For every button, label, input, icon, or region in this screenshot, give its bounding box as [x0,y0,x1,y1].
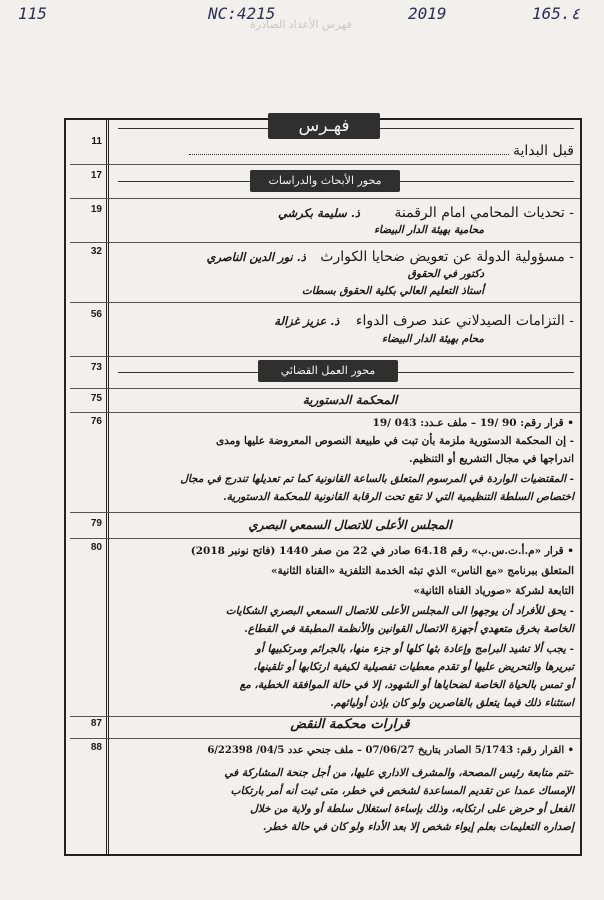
page-number: 32 [90,246,102,257]
decision-1-point: - إن المحكمة الدستورية ملزمة بأن تبت في طبيعة النصوص المعروضة عليها ومدى [215,435,574,447]
entry-title: - مسؤولية الدولة عن تعويض ضحايا الكوارث [320,249,574,265]
handwritten-reference: NC:4215 [208,4,276,23]
entry-title: قبل البداية [513,143,574,159]
page-number: 79 [90,518,102,529]
toc-entry-article-2[interactable] [118,249,574,265]
decision-3-ref[interactable]: • القرار رقم: 5/1743 الصادر بتاريخ 07/06/27 – ملف جنحي عدد 04/5/ 6/22398 [207,745,574,756]
decision-2-point-cont: تبريرها والتحريض عليها أو تقدم معطيات تفصيلية لكيفية ارتكابها أو تلقينها، [253,661,574,673]
decision-1-point-cont: اندراجها في مجال التشريع أو التنظيم. [409,453,574,465]
toc-title: فهـرس [268,113,380,139]
cassation-heading: قرارات محكمة النقض [290,717,410,732]
leader-dots [189,154,509,155]
section-rule [70,738,580,739]
entry-title: - التزامات الصيدلاني عند صرف الدواء [355,313,574,329]
decision-2-ref-cont: المتعلق ببرنامج «مع الناس» الذي تبثه الخدمة التلفزية «القناة الثانية» [270,565,574,577]
entry-author-desc: أستاذ التعليم العالي بكلية الحقوق بسطات [301,285,484,297]
section-rule [70,356,580,357]
decision-1-point-cont: اختصاص السلطة التنظيمية التي لا تقع تحت الرقابة القانونية للمحكمة الدستورية. [223,491,574,503]
section-rule [70,512,580,513]
decision-1-point: - المقتضيات الواردة في المرسوم المتعلق بالساعة القانونية كما تم تعديلها تندرج في مجال [180,473,574,485]
toc-entry-article-1[interactable] [118,205,574,221]
council-heading: المجلس الأعلى للاتصال السمعي البصري [248,518,452,532]
toc-entry-article-3[interactable] [118,313,574,329]
handwritten-page-number: 115 [18,4,47,23]
decision-2-point-cont: أو تمس بالحياة الخاصة لضحاياها أو الشهود، إلا في حالة الموافقة الخطية، مع [239,679,574,691]
section-rule [70,538,580,539]
decision-2-point-cont: استثناء ذلك فيما يتعلق بالقاصرين ولو كان بإذن أوليائهم. [330,697,574,709]
page-number: 17 [90,170,102,181]
decision-3-point-cont: الإمساك عمدا عن تقديم المساعدة لشخص في خطر، متى ثبت أنه أمر بارتكاب [230,785,574,797]
entry-title: - تحديات المحامي امام الرقمنة [394,205,574,221]
decision-1-ref[interactable]: • قرار رقم: 90 /19 – ملف عـدد: 043 /19 [372,417,574,429]
toc-entry-before[interactable] [118,143,574,159]
page-number: 80 [90,542,102,553]
page-number: 56 [90,309,102,320]
entry-author: ذ. عزيز غزالة [274,314,340,328]
page-number: 75 [90,393,102,404]
section-rule [70,198,580,199]
axis-judicial-label: محور العمل القضائي [258,360,398,382]
decision-3-point-cont: إصداره التعليمات بعلم إيواء شخص إلا بعد الأداء ولو كان في حالة خطر. [262,821,574,833]
section-rule [70,164,580,165]
bleed-through-text: فهرس الأعداد الصادرة [250,18,352,31]
decision-2-ref[interactable]: • قرار «م.أ.ت.س.ب» رقم 64.18 صادر في 22 من صفر 1440 (فاتح نونبر 2018) [190,545,574,557]
court-heading: المحكمة الدستورية [302,393,398,407]
entry-author: ذ. نور الدين الناصري [206,250,306,264]
section-rule [70,302,580,303]
entry-author: ذ. سليمة بكرشي [277,206,360,220]
page-number: 87 [90,718,102,729]
section-rule [70,412,580,413]
section-rule [70,242,580,243]
page-number-column [106,118,109,856]
entry-author-desc: محامية بهيئة الدار البيضاء [373,224,484,236]
handwritten-year: 2019 [408,4,447,23]
decision-2-point: - يحق للأفراد أن يوجهوا الى المجلس الأعلى للاتصال السمعي البصري الشكايات [225,605,574,617]
decision-2-point: - يجب ألا تشيد البرامج وإعادة بثها كلها أو جزء منها، بالجرائم ومرتكبيها أو [255,643,574,655]
entry-author-desc: دكتور في الحقوق [407,268,484,280]
page-number: 11 [91,136,102,147]
page-number: 19 [90,204,102,215]
decision-2-ref-cont: التابعة لشركة «صورياد القناة الثانية» [413,585,574,597]
page-number: 73 [90,362,102,373]
decision-3-point-cont: الفعل أو حرض على ارتكابه، وذلك بإساءة استغلال سلطة أو ولاية من خلال [250,803,574,815]
axis-research-label: محور الأبحاث والدراسات [250,170,400,192]
page-number: 88 [90,742,102,753]
page-number: 76 [90,416,102,427]
decision-3-point: -تتم متابعة رئيس المصحة، والمشرف الاداري عليها، من أجل جنحة المشاركة في [224,767,574,779]
section-rule [70,388,580,389]
decision-2-point-cont: الخاصة بخرق متعهدي أجهزة الاتصال القوانين والأنظمة المطبقة في القطاع. [244,623,574,635]
handwritten-code: 165.٤ [532,4,581,23]
entry-author-desc: محام بهيئة الدار البيضاء [381,333,484,345]
